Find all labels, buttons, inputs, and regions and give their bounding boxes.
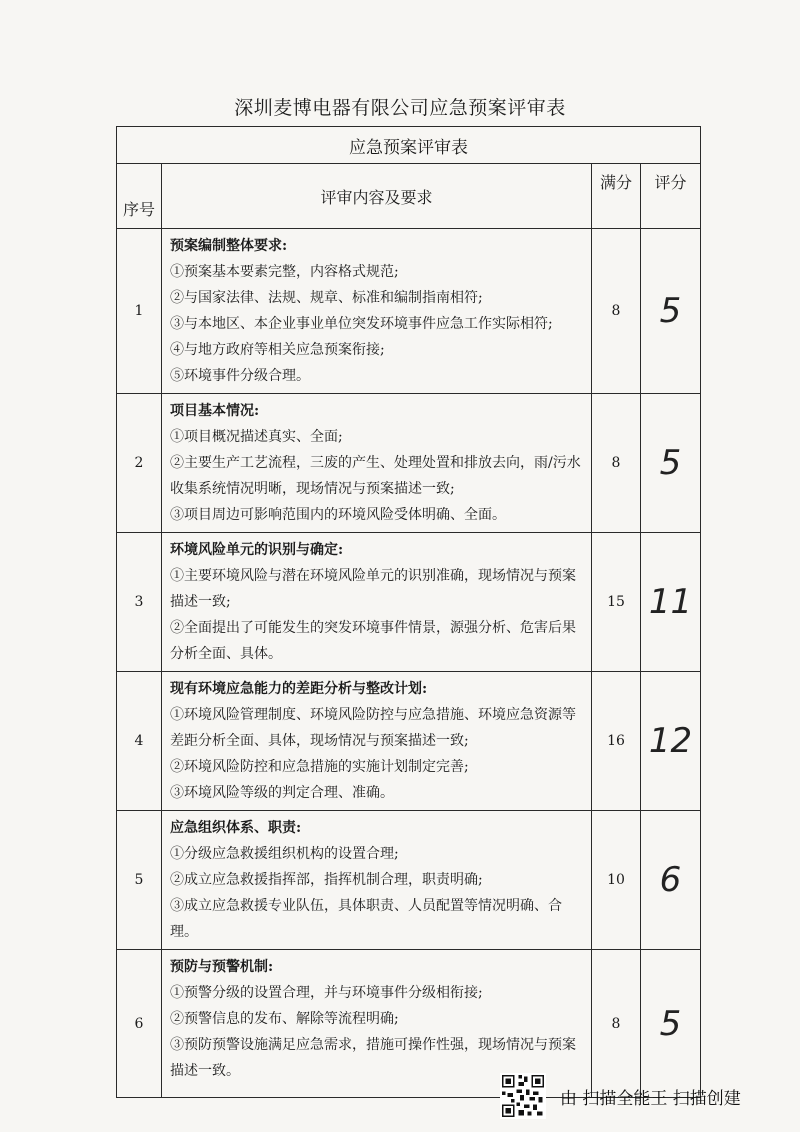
row-index: 2	[117, 394, 162, 533]
row-line: ②成立应急救援指挥部，指挥机制合理，职责明确;	[170, 872, 483, 888]
row-content	[162, 533, 592, 672]
row-line: ②与国家法律、法规、规章、标准和编制指南相符;	[170, 290, 483, 306]
row-line: ③环境风险等级的判定合理、准确。	[170, 785, 394, 801]
row-line: ①环境风险管理制度、环境风险防控与应急措施、环境应急资源等差距分析全面、具体，现场情况与预案描述一致;	[170, 707, 576, 749]
row-full-score: 10	[592, 811, 641, 950]
header-row	[117, 164, 701, 229]
row-section-title: 现有环境应急能力的差距分析与整改计划:	[170, 681, 428, 697]
review-table	[116, 126, 701, 1098]
row-full-score: 8	[592, 950, 641, 1098]
row-line: ③与本地区、本企业事业单位突发环境事件应急工作实际相符;	[170, 316, 553, 332]
row-score-handwritten: 11	[641, 533, 701, 672]
scanner-watermark	[500, 1072, 741, 1120]
row-line: ①项目概况描述真实、全面;	[170, 429, 343, 445]
scanner-credit-text: 由 扫描全能王 扫描创建	[560, 1088, 741, 1109]
row-section-title: 环境风险单元的识别与确定:	[170, 542, 344, 558]
table-row	[117, 394, 701, 533]
row-line: ②全面提出了可能发生的突发环境事件情景，源强分析、危害后果分析全面、具体。	[170, 620, 576, 662]
row-section-title: 预防与预警机制:	[170, 959, 274, 975]
row-content	[162, 811, 592, 950]
row-index: 5	[117, 811, 162, 950]
row-score-handwritten: 12	[641, 672, 701, 811]
row-full-score: 16	[592, 672, 641, 811]
row-section-title: 应急组织体系、职责:	[170, 820, 302, 836]
table-row	[117, 672, 701, 811]
row-line: ①主要环境风险与潜在环境风险单元的识别准确，现场情况与预案描述一致;	[170, 568, 576, 610]
table-row	[117, 533, 701, 672]
table-caption: 应急预案评审表	[117, 127, 701, 164]
row-full-score: 8	[592, 394, 641, 533]
page-title: 深圳麦博电器有限公司应急预案评审表	[234, 97, 566, 119]
row-line: ①预案基本要素完整，内容格式规范;	[170, 264, 399, 280]
table-caption-row	[117, 127, 701, 164]
header-full-score: 满分	[592, 164, 641, 229]
row-score-handwritten: 5	[641, 950, 701, 1098]
row-line: ⑤环境事件分级合理。	[170, 368, 310, 384]
row-score-handwritten: 5	[641, 394, 701, 533]
row-full-score: 8	[592, 229, 641, 394]
row-line: ②预警信息的发布、解除等流程明确;	[170, 1011, 399, 1027]
row-line: ④与地方政府等相关应急预案衔接;	[170, 342, 385, 358]
row-index: 1	[117, 229, 162, 394]
row-section-title: 预案编制整体要求:	[170, 238, 288, 254]
row-line: ③预防预警设施满足应急需求，措施可操作性强，现场情况与预案描述一致。	[170, 1037, 576, 1079]
row-score-handwritten: 5	[641, 229, 701, 394]
qr-code-icon	[500, 1073, 546, 1119]
header-content: 评审内容及要求	[162, 164, 592, 229]
row-line: ②主要生产工艺流程，三废的产生、处理处置和排放去向，雨/污水收集系统情况明晰，现场情况与预案描述一致;	[170, 455, 581, 497]
row-index: 6	[117, 950, 162, 1098]
row-line: ①预警分级的设置合理，并与环境事件分级相衔接;	[170, 985, 483, 1001]
row-line: ②环境风险防控和应急措施的实施计划制定完善;	[170, 759, 469, 775]
row-content	[162, 229, 592, 394]
row-index: 3	[117, 533, 162, 672]
row-line: ①分级应急救援组织机构的设置合理;	[170, 846, 399, 862]
row-line: ③项目周边可影响范围内的环境风险受体明确、全面。	[170, 507, 506, 523]
header-score: 评分	[641, 164, 701, 229]
row-content	[162, 394, 592, 533]
table-row	[117, 811, 701, 950]
table-row	[117, 229, 701, 394]
header-index: 序号	[117, 164, 162, 229]
row-full-score: 15	[592, 533, 641, 672]
row-line: ③成立应急救援专业队伍，具体职责、人员配置等情况明确、合理。	[170, 898, 562, 940]
row-section-title: 项目基本情况:	[170, 403, 260, 419]
row-score-handwritten: 6	[641, 811, 701, 950]
row-content	[162, 672, 592, 811]
row-index: 4	[117, 672, 162, 811]
